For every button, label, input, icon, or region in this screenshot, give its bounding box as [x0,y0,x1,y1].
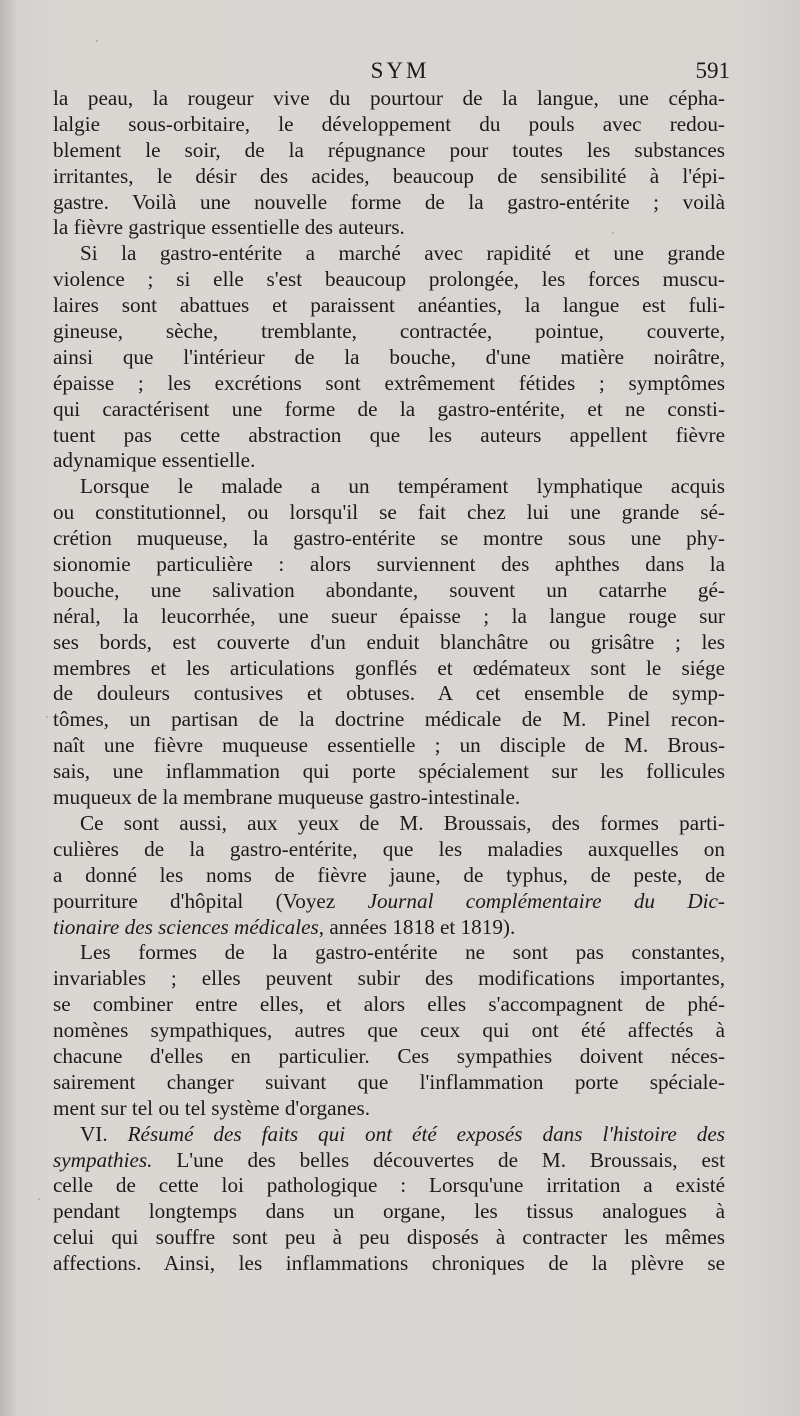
text-line [53,1199,725,1225]
text-line [53,241,725,267]
text-segment: membres et les articulations gonflés et œdémateux sont le siége [53,655,725,680]
body-text [53,86,725,1277]
text-segment: se combiner entre elles, et alors elles s'accompagnent de phé- [53,992,725,1017]
text-segment: ses bords, est couverte d'un enduit blanchâtre ou grisâtre ; les [53,629,725,654]
text-segment: gineuse, sèche, tremblante, contractée, pointue, couverte, [53,319,725,344]
text-line [53,733,725,759]
text-segment: la peau, la rougeur vive du pourtour de la langue, une cépha- [53,86,725,110]
text-line [53,656,725,682]
page-number: 591 [695,58,730,83]
italic-segment: Journal complémentaire du Dic- [367,888,725,913]
text-line [53,1148,725,1174]
text-segment: naît une fièvre muqueuse essentielle ; un disciple de M. Brous- [53,733,725,758]
text-segment: crétion muqueuse, la gastro-entérite se montre sous une phy- [53,526,725,551]
text-segment: épaisse ; les excrétions sont extrêmement fétides ; symptômes [53,370,725,395]
text-line [53,837,725,863]
text-segment: tuent pas cette abstraction que les auteurs appellent fièvre [53,422,725,447]
text-segment: chacune d'elles en particulier. Ces sympathies doivent néces- [53,1043,725,1068]
text-line [53,448,725,474]
text-segment: sionomie particulière : alors surviennent des aphthes dans la [53,552,725,577]
text-line [53,966,725,992]
text-segment: lalgie sous-orbitaire, le développement du pouls avec redou- [53,111,725,136]
running-head [0,58,800,88]
running-title: SYM [370,58,430,83]
text-segment: culières de la gastro-entérite, que les maladies auxquelles on [53,836,725,861]
text-line [53,759,725,785]
italic-segment: tionaire des sciences médicales [53,914,319,939]
text-segment: ainsi que l'intérieur de la bouche, d'une matière noirâtre, [53,344,725,369]
text-line [53,474,725,500]
text-segment: affections. Ainsi, les inflammations chroniques de la plèvre se [53,1251,725,1276]
text-segment: Les formes de la gastro-entérite ne sont pas constantes, [80,940,725,965]
text-line [53,345,725,371]
text-segment: qui caractérisent une forme de la gastro-entérite, et ne consti- [53,396,725,421]
text-line [53,86,725,112]
text-line [53,811,725,837]
text-line [53,1096,725,1122]
text-line [53,785,725,811]
text-segment: Ce sont aussi, aux yeux de M. Broussais, des formes parti- [80,810,725,835]
text-line [53,1225,725,1251]
text-line [53,889,725,915]
text-segment: pourriture d'hôpital (Voyez [53,888,368,913]
text-line [53,992,725,1018]
text-segment: blement le soir, de la répugnance pour toutes les substances [53,137,725,162]
text-line [53,267,725,293]
text-segment: néral, la leucorrhée, une sueur épaisse ; la langue rouge sur [53,603,725,628]
text-line [53,1018,725,1044]
text-line [53,1122,725,1148]
text-line [53,423,725,449]
text-segment: celle de cette loi pathologique : Lorsqu'une irritation a existé [53,1173,725,1198]
text-line [53,604,725,630]
italic-segment: sympathies. [53,1147,153,1172]
text-segment: invariables ; elles peuvent subir des modifications importantes, [53,966,725,991]
text-segment: gastre. Voilà une nouvelle forme de la gastro-entérite ; voilà [53,189,725,214]
text-segment: pendant longtemps dans un organe, les tissus analogues à [53,1199,725,1224]
text-line [53,293,725,319]
text-segment: sais, une inflammation qui porte spécialement sur les follicules [53,759,725,784]
text-segment: bouche, une salivation abondante, souvent un catarrhe gé- [53,577,725,602]
text-segment: violence ; si elle s'est beaucoup prolongée, les forces muscu- [53,267,725,292]
text-line [53,1070,725,1096]
text-line [53,371,725,397]
text-segment: tômes, un partisan de la doctrine médicale de M. Pinel recon- [53,707,725,732]
text-segment: L'une des belles découvertes de M. Broussais, est [152,1147,725,1172]
text-segment: la fièvre gastrique essentielle des auteurs. [53,215,405,240]
text-segment: de douleurs contusives et obtuses. A cet ensemble de symp- [53,681,725,706]
text-line [53,397,725,423]
text-line [53,915,725,941]
text-segment: nomènes sympathiques, autres que ceux qui ont été affectés à [53,1018,725,1043]
text-line [53,138,725,164]
text-segment: , années 1818 et 1819). [318,914,516,939]
text-segment: muqueux de la membrane muqueuse gastro-intestinale. [53,785,521,810]
text-line [53,552,725,578]
text-segment: ment sur tel ou tel système d'organes. [53,1095,371,1120]
text-line [53,500,725,526]
text-line [53,630,725,656]
text-line [53,164,725,190]
text-line [53,1251,725,1277]
text-segment: Lorsque le malade a un tempérament lymphatique acquis [80,474,725,499]
text-line [53,1173,725,1199]
text-segment: laires sont abattues et paraissent anéanties, la langue est fuli- [53,293,725,318]
text-segment: celui qui souffre sont peu à peu disposés à contracter les mêmes [53,1225,725,1250]
text-line [53,681,725,707]
text-line [53,319,725,345]
text-line [53,578,725,604]
text-line [53,112,725,138]
text-segment: Si la gastro-entérite a marché avec rapidité et une grande [80,241,725,266]
text-line [53,190,725,216]
text-line [53,707,725,733]
text-segment: VI. [80,1121,128,1146]
text-segment: irritantes, le désir des acides, beaucoup de sensibilité à l'épi- [53,163,725,188]
text-segment: ou constitutionnel, ou lorsqu'il se fait chez lui une grande sé- [53,500,725,525]
text-segment: sairement changer suivant que l'inflammation porte spéciale- [53,1069,725,1094]
text-line [53,526,725,552]
text-line [53,863,725,889]
text-line [53,940,725,966]
text-line [53,215,725,241]
text-line [53,1044,725,1070]
text-segment: a donné les noms de fièvre jaune, de typhus, de peste, de [53,862,725,887]
italic-segment: Résumé des faits qui ont été exposés dans l'histoire des [127,1121,725,1146]
text-segment: adynamique essentielle. [53,448,256,473]
